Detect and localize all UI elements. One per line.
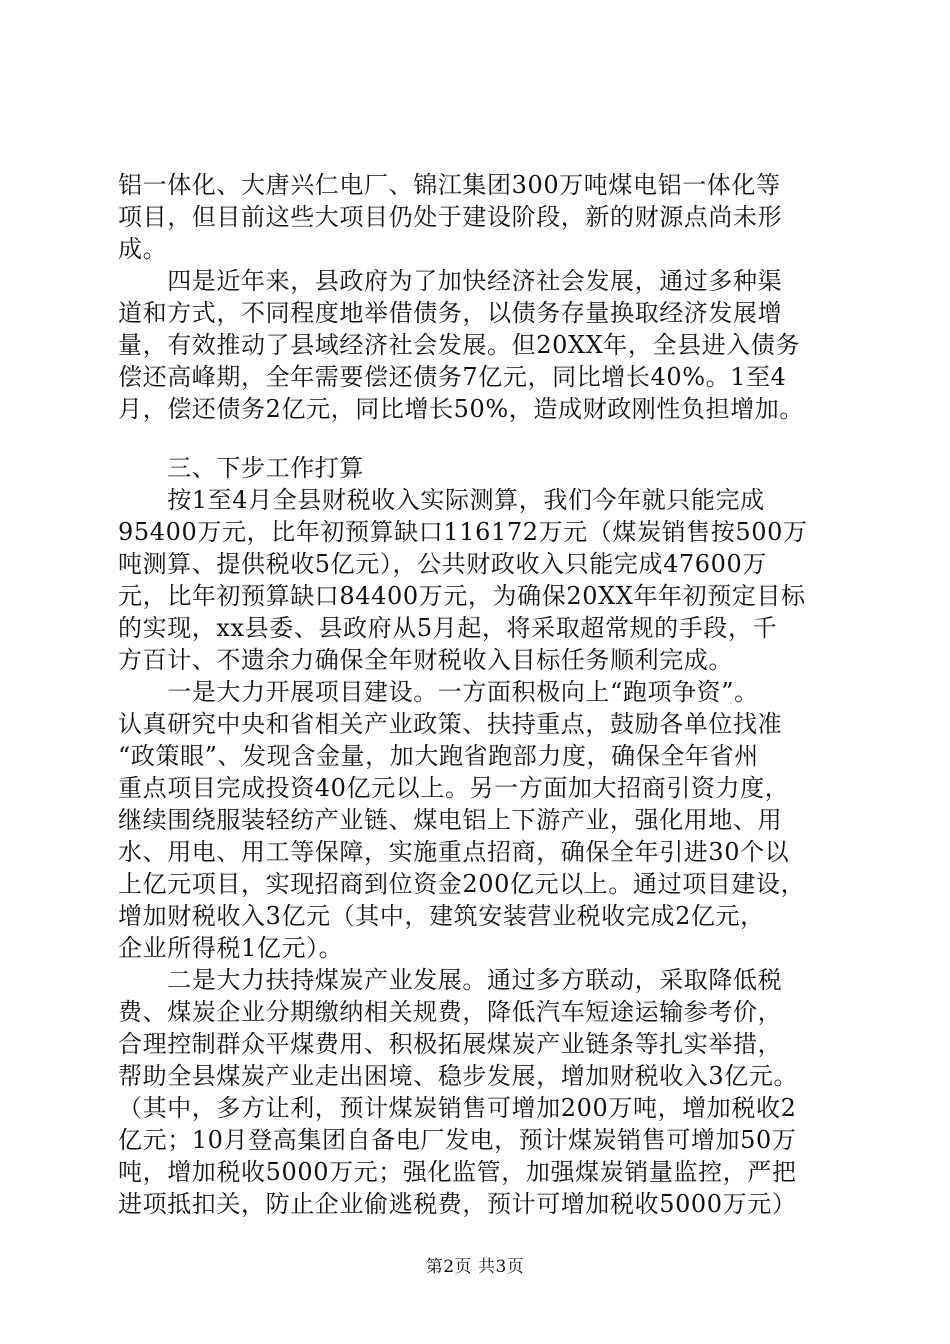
text-line: 月，偿还债务2亿元，同比增长50%，造成财政刚性负担增加。 [118,395,805,423]
text-line: 合理控制群众平煤费用、积极拓展煤炭产业链条等扎实举措， [118,1030,783,1058]
text-line: 企业所得税1亿元）。 [118,934,344,962]
text-line: 吨，增加税收5000万元；强化监管，加强煤炭销量监控，严把 [118,1158,797,1186]
text-line: 偿还高峰期，全年需要偿还债务7亿元，同比增长40%。1至4 [118,363,787,391]
text-line: 帮助全县煤炭产业走出困境、稳步发展，增加财税收入3亿元。 [118,1062,799,1090]
page-footer: 第2页 共3页 [425,1257,525,1277]
text-line: 95400万元，比年初预算缺口116172万元（煤炭销售按500万 [118,518,808,546]
text-line: 量，有效推动了县域经济社会发展。但20XX年，全县进入债务 [118,331,801,359]
text-line: 铝一体化、大唐兴仁电厂、锦江集团300万吨煤电铝一体化等 [118,171,781,199]
text-line: 四是近年来，县政府为了加快经济社会发展，通过多种渠 [118,267,783,295]
text-line: 道和方式，不同程度地举借债务，以债务存量换取经济发展增 [118,299,783,327]
text-line: “政策眼”、发现含金量，加大跑省跑部力度，确保全年省州 [118,742,759,770]
text-line: 吨测算、提供税收5亿元），公共财政收入只能完成47600万 [118,550,768,578]
text-line: 亿元；10月登高集团自备电厂发电，预计煤炭销售可增加50万 [118,1126,797,1154]
text-line: 的实现，xx县委、县政府从5月起，将采取超常规的手段，千 [118,614,778,642]
text-line: 继续围绕服装轻纺产业链、煤电铝上下游产业，强化用地、用 [118,806,783,834]
text-line: 重点项目完成投资40亿元以上。另一方面加大招商引资力度， [118,774,790,802]
text-line: 一是大力开展项目建设。一方面积极向上“跑项争资”。 [118,678,759,706]
text-line: 成。 [118,235,168,263]
text-line: 方百计、不遗余力确保全年财税收入目标任务顺利完成。 [118,646,733,674]
text-line: 项目，但目前这些大项目仍处于建设阶段，新的财源点尚未形 [118,203,783,231]
text-line: （其中，多方让利，预计煤炭销售可增加200万吨，增加税收2 [118,1094,797,1122]
text-line: 进项抵扣关，防止企业偷逃税费，预计可增加税收5000万元） [118,1190,797,1218]
text-line: 按1至4月全县财税收入实际测算，我们今年就只能完成 [118,486,765,514]
text-line: 增加财税收入3亿元（其中，建筑安装营业税收完成2亿元， [118,902,765,930]
section-heading: 三、下步工作打算 [118,454,364,482]
text-line: 上亿元项目，实现招商到位资金200亿元以上。通过项目建设， [118,870,806,898]
text-line: 费、煤炭企业分期缴纳相关规费，降低汽车短途运输参考价， [118,998,783,1026]
text-line: 二是大力扶持煤炭产业发展。通过多方联动，采取降低税 [118,966,783,994]
text-line: 元，比年初预算缺口84400万元，为确保20XX年年初预定目标 [118,582,806,610]
text-line: 水、用电、用工等保障，实施重点招商，确保全年引进30个以 [118,838,790,866]
text-line: 认真研究中央和省相关产业政策、扶持重点，鼓励各单位找准 [118,710,783,738]
